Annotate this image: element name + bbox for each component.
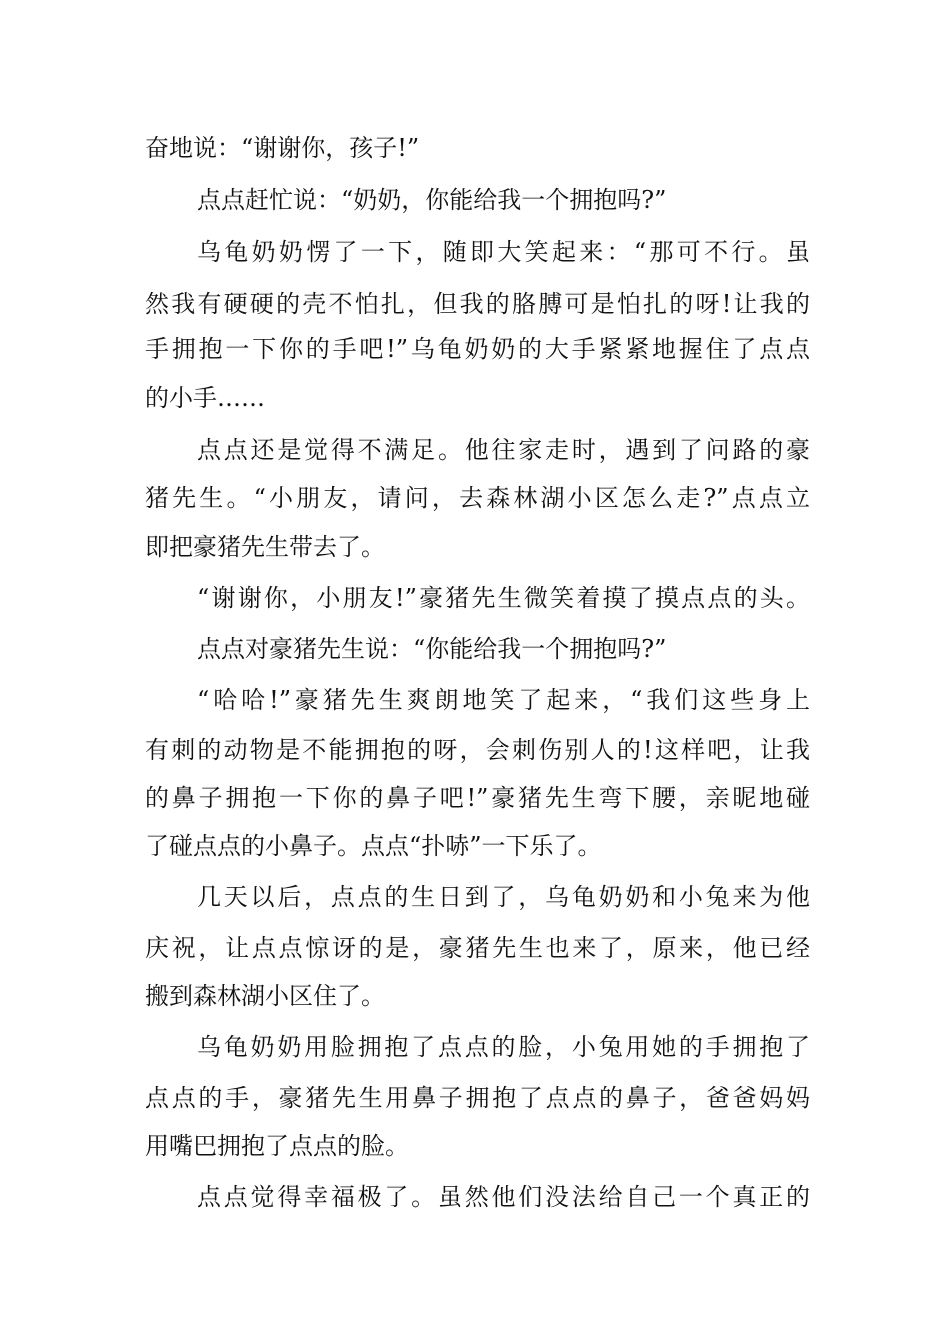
text-line: 搬到森林湖小区住了。 bbox=[145, 982, 385, 1010]
text-line: 了碰点点的小鼻子。点点“扑哧”一下乐了。 bbox=[145, 832, 602, 860]
text-line: 用嘴巴拥抱了点点的脸。 bbox=[145, 1132, 409, 1160]
text-line: 庆祝，让点点惊讶的是，豪猪先生也来了，原来，他已经 bbox=[145, 934, 810, 962]
text-line: 的小手…… bbox=[145, 384, 265, 412]
text-line: “谢谢你，小朋友!”豪猪先生微笑着摸了摸点点的头。 bbox=[197, 584, 810, 612]
text-line: 猪先生。“小朋友，请问，去森林湖小区怎么走?”点点立 bbox=[145, 484, 810, 512]
text-line: 点点赶忙说：“奶奶，你能给我一个拥抱吗?” bbox=[197, 186, 667, 214]
text-line: 奋地说：“谢谢你，孩子!” bbox=[145, 134, 420, 162]
text-line: 手拥抱一下你的手吧!”乌龟奶奶的大手紧紧地握住了点点 bbox=[145, 335, 810, 363]
text-line: 然我有硬硬的壳不怕扎，但我的胳膊可是怕扎的呀!让我的 bbox=[145, 290, 810, 318]
text-line: 有刺的动物是不能拥抱的呀，会刺伤别人的!这样吧，让我 bbox=[145, 736, 810, 764]
text-line: 点点觉得幸福极了。虽然他们没法给自己一个真正的 bbox=[197, 1183, 810, 1211]
text-line: “哈哈!”豪猪先生爽朗地笑了起来，“我们这些身上 bbox=[197, 686, 810, 714]
text-line: 几天以后，点点的生日到了，乌龟奶奶和小兔来为他 bbox=[197, 883, 810, 911]
text-line: 点点的手，豪猪先生用鼻子拥抱了点点的鼻子，爸爸妈妈 bbox=[145, 1084, 810, 1112]
text-line: 的鼻子拥抱一下你的鼻子吧!”豪猪先生弯下腰，亲昵地碰 bbox=[145, 784, 810, 812]
text-line: 乌龟奶奶愣了一下，随即大笑起来：“那可不行。虽 bbox=[197, 238, 810, 266]
text-line: 即把豪猪先生带去了。 bbox=[145, 533, 385, 561]
text-line: 点点还是觉得不满足。他往家走时，遇到了问路的豪 bbox=[197, 436, 810, 464]
text-line: 乌龟奶奶用脸拥抱了点点的脸，小兔用她的手拥抱了 bbox=[197, 1033, 810, 1061]
text-line: 点点对豪猪先生说：“你能给我一个拥抱吗?” bbox=[197, 635, 667, 663]
